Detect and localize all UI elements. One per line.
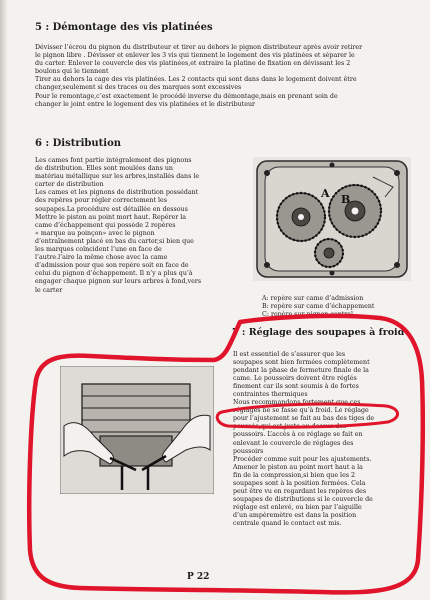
text-line: Les cames font partie intégralement des pignons: [35, 157, 192, 164]
text-line: boulons qui le tiennent: [35, 68, 109, 76]
text-line: des repères pour régler correctement les: [35, 197, 167, 205]
text-line: l’autre.l’aire la même chose avec la came: [35, 254, 168, 262]
text-line: Nous recommandons fortement que ces: [233, 399, 361, 407]
text-line: soupapes de distributions si le couvercle de: [233, 495, 373, 503]
valve-adjustment-figure: [60, 366, 214, 494]
text-line: Il est essentiel de s’assurer que les: [233, 351, 346, 358]
text-line: poussée,qui est juste au dessus des: [233, 423, 347, 431]
text-line: poussoirs. L’accès à ce réglage se fait en: [233, 431, 363, 439]
text-line: soupapes sont à la position fermées. Cela: [233, 479, 366, 487]
text-line: contraintes thermiques: [233, 391, 308, 399]
caption-line: C: repère sur pignon central: [262, 311, 354, 319]
text-line: le pignon libre . Dévisser et enlever les 3 vis qui tiennent le logement des vis platinées et séparer le: [35, 52, 355, 60]
text-line: « marque au poinçon» avec le pignon: [35, 229, 155, 237]
text-line: Dévisser l’écrou du pignon du distributeur et tirer au dehors le pignon distributeur après avoir retirer: [35, 44, 363, 51]
text-line: soupapes sont bien fermées complètement: [233, 359, 370, 367]
figure-1-caption: [262, 295, 374, 319]
text-line: d’un ampèremètre est dans la position: [233, 511, 357, 519]
binding-shadow: [0, 0, 8, 600]
section-6-title: 6 : Distribution: [35, 138, 122, 149]
text-line: Tirer au dehors la cage des vis platinées. Les 2 contacts qui sont dans dans le logement doivent être: [35, 76, 357, 84]
text-line: matériau métallique sur les arbres,installés dans le: [35, 173, 200, 181]
section-5-title: 5 : Démontage des vis platinées: [35, 22, 213, 33]
text-line: came. Le poussoirs doivent être réglés: [233, 375, 357, 383]
text-line: réglage est enlevé, ou bien par l’aiguille: [233, 503, 362, 511]
label-a: A: [321, 187, 330, 200]
text-line: les marques coïncident l’une en face de: [35, 246, 162, 254]
text-line: celui du pignon d’échappement. Il n’y a plus qu’à: [35, 270, 193, 278]
section-6-body: [35, 157, 201, 295]
text-line: finement car ils sont soumis à de fortes: [233, 383, 359, 391]
text-line: de distribution. Elles sont moulées dans un: [35, 165, 173, 173]
text-line: fin de la compression,si bien que les 2: [233, 471, 356, 479]
text-line: peut être vu en regardant les repères des: [233, 487, 367, 495]
text-line: changer,seulement si des traces ou des marques sont excessives: [35, 84, 242, 92]
label-b: B: [341, 193, 351, 206]
text-line: réglages ne se fasse qu’à froid. Le réglage: [233, 407, 369, 415]
text-line: Pour le remontage,c’est exactement le procédé inverse du démontage,mais en prenant soin de: [35, 92, 338, 100]
text-line: poussoirs: [233, 447, 264, 455]
text-line: enlevant le couvercle de réglages des: [233, 439, 354, 447]
text-line: du carter. Enlever le couvercle des vis platinées,et extraire la platine de fixation en dévissant les 2: [35, 60, 351, 68]
section-7-title: 7 : Réglage des soupapes à froid: [232, 327, 405, 338]
caption-line: A: repère sur came d’admission: [262, 295, 364, 302]
text-line: changer le joint entre le logement des vis platinées et le distributeur: [35, 100, 256, 108]
text-line: Mettre le piston au point mort haut. Repérer la: [35, 213, 187, 221]
text-line: Procéder comme suit pour les ajustements.: [233, 455, 372, 463]
text-line: carter de distribution: [35, 181, 104, 189]
text-line: d’admission pour que son repère soit en face de: [35, 262, 189, 270]
text-line: Les cames et les pignons de distribution possédant: [35, 189, 199, 197]
text-line: pour l’ajustement se fait au bas des tiges de: [233, 415, 375, 423]
caption-line: B: repère sur came d’échappement: [262, 303, 375, 311]
section-5-body: [35, 44, 362, 109]
section-7-body: [233, 351, 374, 528]
text-line: le carter: [35, 286, 63, 294]
timing-gears-figure: [253, 157, 411, 281]
text-line: Amener le piston au point mort haut a la: [233, 463, 363, 471]
page-number: P 22: [187, 572, 210, 582]
text-line: soupapes.La procédure est détaillée en dessous: [35, 205, 188, 213]
text-line: came d’échappement qui possède 2 repères: [35, 221, 176, 229]
text-line: pendant la phase de fermeture finale de la: [233, 367, 369, 375]
text-line: centrale quand le contact est mis.: [233, 519, 342, 527]
text-line: d’entraînement placé en bas du carter,si bien que: [35, 237, 194, 245]
text-line: engager chaque pignon sur leurs arbres à fond,vers: [35, 278, 202, 286]
